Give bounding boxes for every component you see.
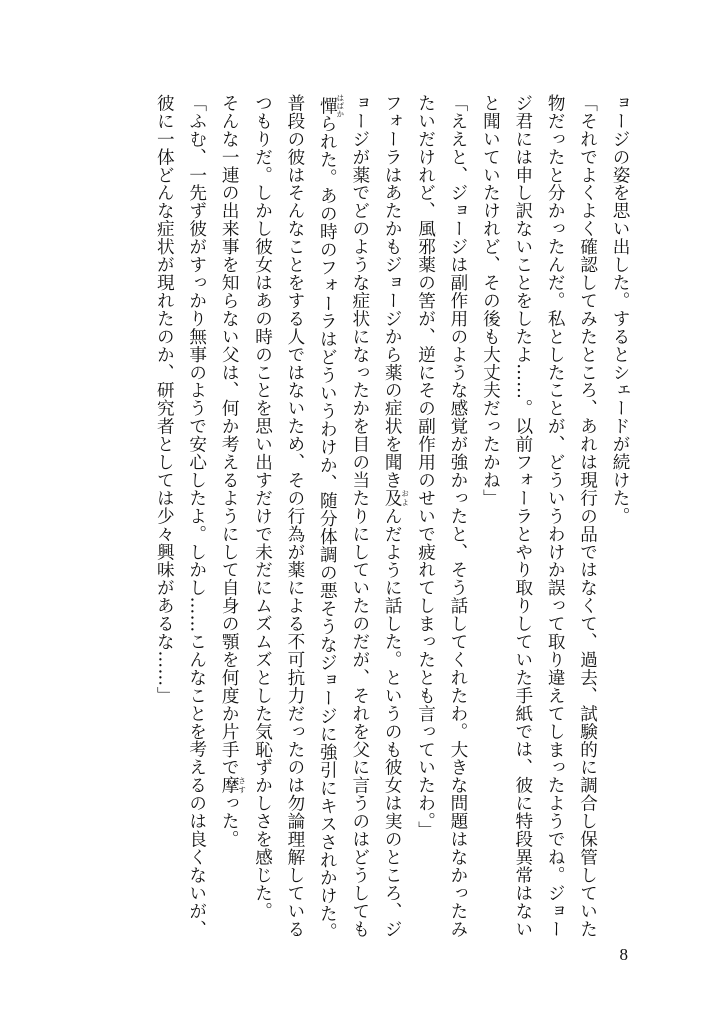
paragraph-5-part-2: った。 xyxy=(219,794,240,848)
ruby-habaka: 憚はばか xyxy=(317,94,345,118)
paragraph-4-part-1: フォーラはあたかもジョージから薬の症状を聞き xyxy=(382,94,403,489)
paragraph-5 xyxy=(213,94,246,954)
ruby-sasu-reading: さす xyxy=(237,776,247,795)
paragraph-2: 「それでよくよく確認してみたところ、あれは現行の品ではなくて、過去、試験的に調合し保管していた物だったと分かったんだ。私としたことが、どういうわけか誤って取り違えてしまったようでね。ジョージ君には申し訳ないことをしたよ……。以前フォーラとやり取りしていた手紙では、彼に特段異常はないと聞いていたけれど、その後も大丈夫だったかね」 xyxy=(480,94,598,938)
ruby-habaka-reading: はばか xyxy=(335,94,345,118)
ruby-oyo: 及およ xyxy=(382,488,410,507)
page-number: 8 xyxy=(619,945,628,964)
paragraph-6: 「ふむ、一先ず彼がすっかり無事のようで安心したよ。しかし……こんなことを考えるのは良くないが、彼に一体どんな症状が現れたのか、研究者としては少々興味があるな……」 xyxy=(154,94,207,938)
paragraph-4-part-2: んだように話した。というのも彼女は実のところ、ジョージが薬でどのような症状になったかを目の当たりにしていたのだが、それを父に言うのはどうしても xyxy=(349,94,403,938)
vertical-text-body xyxy=(76,94,636,954)
paragraph-3: 「ええと、ジョージは副作用のような感覚が強かったと、そう話してくれたわ。大きな問題はなかったみたいだけれど、風邪薬の筈が、逆にその副作用のせいで疲れてしまったとも言っていたわ。」 xyxy=(415,94,468,938)
ruby-oyo-reading: およ xyxy=(400,488,410,507)
paragraph-4 xyxy=(246,94,409,954)
paragraph-4-part-3: られた。あの時のフォーラはどういうわけか、随分体調の悪そうなジョージに強引にキスされかけた。普段の彼はそんなことをする人ではないため、その行為が薬による不可抗力だったのは勿論理解しているつもりだ。しかし彼女はあの時のことを思い出すだけで未だにムズムズとした気恥ずかしさを感じた。 xyxy=(252,94,338,941)
paragraph-1: ョージの姿を思い出した。するとシェードが続けた。 xyxy=(610,94,630,525)
ruby-sasu: 摩さす xyxy=(219,776,247,795)
paragraph-5-part-1: そんな一連の出来事を知らない父は、何か考えるようにして自身の顎を何度か片手で xyxy=(219,94,240,777)
